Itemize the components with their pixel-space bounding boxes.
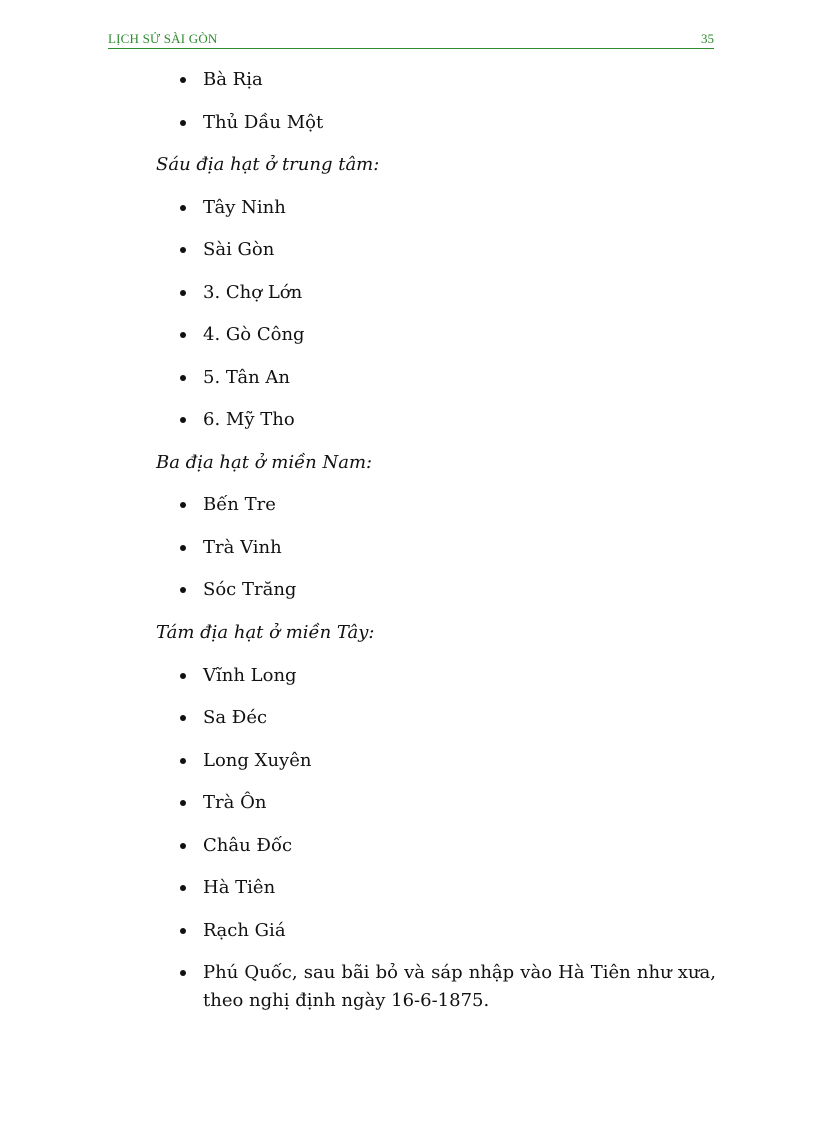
list-item: Trà Ôn (180, 789, 716, 817)
page-header (108, 30, 714, 49)
list-item: Vĩnh Long (180, 662, 716, 690)
list-item: Sài Gòn (180, 236, 716, 264)
list-item: Phú Quốc, sau bãi bỏ và sáp nhập vào Hà Tiên như xưa, theo nghị định ngày 16-6-1875. (180, 959, 716, 1015)
list-item: Sa Đéc (180, 704, 716, 732)
list-item: Sóc Trăng (180, 576, 716, 604)
bullet-icon (180, 247, 186, 253)
list-item: Long Xuyên (180, 747, 716, 775)
bullet-icon (180, 715, 186, 721)
bullet-icon (180, 332, 186, 338)
bullet-icon (180, 205, 186, 211)
bullet-icon (180, 758, 186, 764)
bullet-icon (180, 800, 186, 806)
running-title: LỊCH SỬ SÀI GÒN (108, 31, 218, 46)
list-item: 4. Gò Công (180, 321, 716, 349)
list-item: 3. Chợ Lớn (180, 279, 716, 307)
section-heading-west: Tám địa hạt ở miền Tây: (156, 622, 375, 643)
bullet-icon (180, 928, 186, 934)
list-item: Thủ Dầu Một (180, 109, 716, 137)
bullet-icon (180, 77, 186, 83)
bullet-icon (180, 120, 186, 126)
page-number: 35 (701, 31, 714, 46)
list-item: 6. Mỹ Tho (180, 406, 716, 434)
bullet-icon (180, 843, 186, 849)
bullet-icon (180, 375, 186, 381)
bullet-icon (180, 545, 186, 551)
bullet-icon (180, 587, 186, 593)
section-heading-south: Ba địa hạt ở miền Nam: (156, 452, 373, 473)
bullet-icon (180, 502, 186, 508)
list-item: 5. Tân An (180, 364, 716, 392)
bullet-icon (180, 885, 186, 891)
list-item: Châu Đốc (180, 832, 716, 860)
list-item: Bến Tre (180, 491, 716, 519)
list-item: Bà Rịa (180, 66, 716, 94)
bullet-icon (180, 290, 186, 296)
list-item: Trà Vinh (180, 534, 716, 562)
section-heading-center: Sáu địa hạt ở trung tâm: (156, 154, 380, 175)
bullet-icon (180, 417, 186, 423)
list-item: Tây Ninh (180, 194, 716, 222)
bullet-icon (180, 970, 186, 976)
list-item: Hà Tiên (180, 874, 716, 902)
bullet-icon (180, 673, 186, 679)
list-item: Rạch Giá (180, 917, 716, 945)
